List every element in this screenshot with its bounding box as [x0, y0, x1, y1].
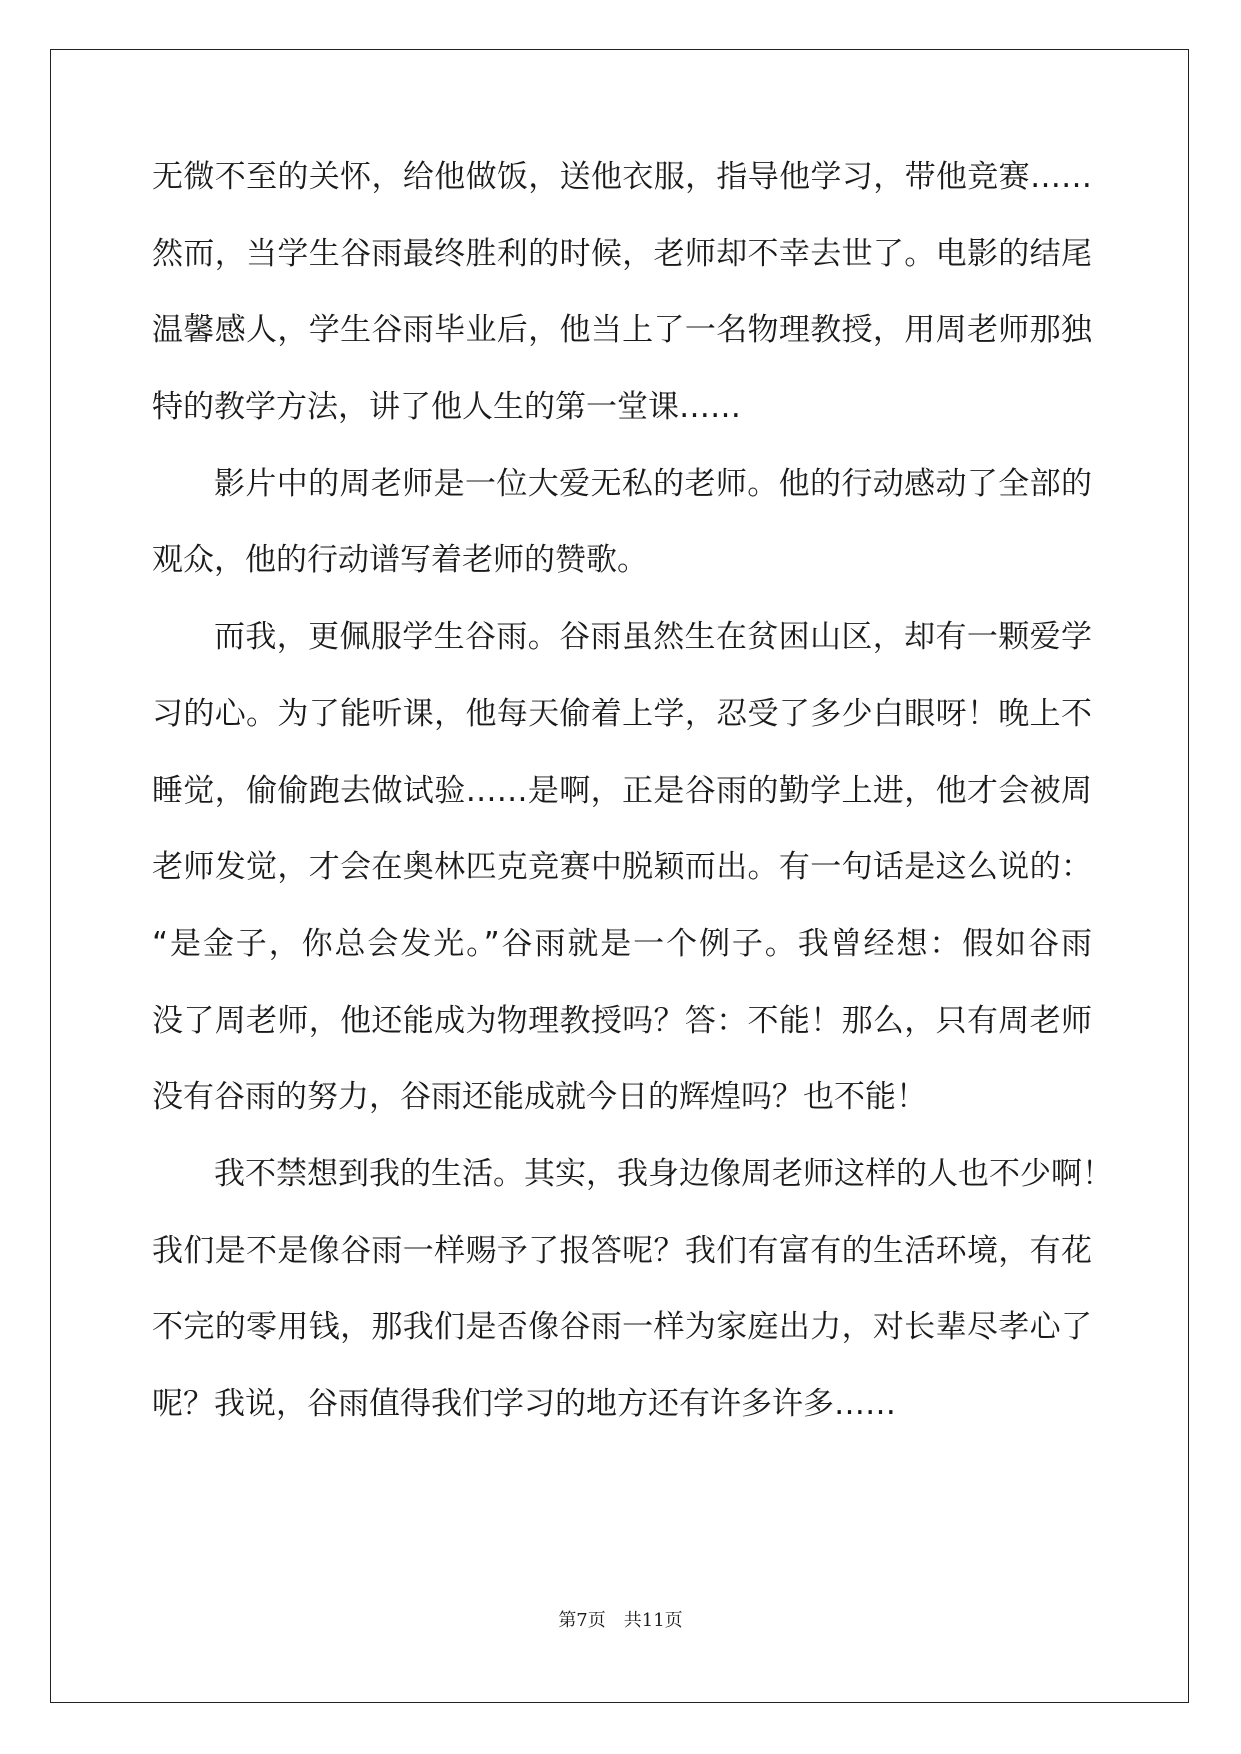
text-line: 没有谷雨的努力，谷雨还能成就今日的辉煌吗？也不能！ [152, 1079, 927, 1116]
text-line: “是金子，你总会发光。”谷雨就是一个例子。我曾经想：假如谷雨 [152, 925, 1092, 962]
text-line: 没了周老师，他还能成为物理教授吗？答：不能！那么，只有周老师 [152, 1002, 1092, 1039]
text-line: 睡觉，偷偷跑去做试验……是啊，正是谷雨的勤学上进，他才会被周 [152, 772, 1092, 809]
text-line: 老师发觉，才会在奥林匹克竞赛中脱颖而出。有一句话是这么说的： [152, 849, 1092, 886]
text-line: 我们是不是像谷雨一样赐予了报答呢？我们有富有的生活环境，有花 [152, 1232, 1092, 1269]
text-line: 观众，他的行动谱写着老师的赞歌。 [152, 542, 648, 579]
text-line: 温馨感人，学生谷雨毕业后，他当上了一名物理教授，用周老师那独 [152, 312, 1092, 349]
page-number: 第7页 共11页 [558, 1610, 683, 1631]
paragraph [152, 1152, 1113, 1459]
paragraph [152, 155, 1092, 462]
text-line: 而我，更佩服学生谷雨。谷雨虽然生在贫困山区，却有一颗爱学 [214, 619, 1092, 656]
document-body [152, 155, 1113, 1459]
paragraph [152, 462, 1092, 615]
text-line: 我不禁想到我的生活。其实，我身边像周老师这样的人也不少啊！ [214, 1155, 1113, 1192]
text-line: 呢？我说，谷雨值得我们学习的地方还有许多许多…… [152, 1386, 896, 1422]
text-line: 无微不至的关怀，给他做饭，送他衣服，指导他学习，带他竞赛…… [152, 159, 1092, 195]
text-line: 不完的零用钱，那我们是否像谷雨一样为家庭出力，对长辈尽孝心了 [152, 1309, 1092, 1346]
text-line: 影片中的周老师是一位大爱无私的老师。他的行动感动了全部的 [214, 465, 1092, 502]
paragraph [152, 615, 1092, 1152]
text-line: 习的心。为了能听课，他每天偷着上学，忍受了多少白眼呀！晚上不 [152, 695, 1092, 732]
text-line: 然而，当学生谷雨最终胜利的时候，老师却不幸去世了。电影的结尾 [152, 235, 1092, 272]
text-line: 特的教学方法，讲了他人生的第一堂课…… [152, 389, 741, 426]
